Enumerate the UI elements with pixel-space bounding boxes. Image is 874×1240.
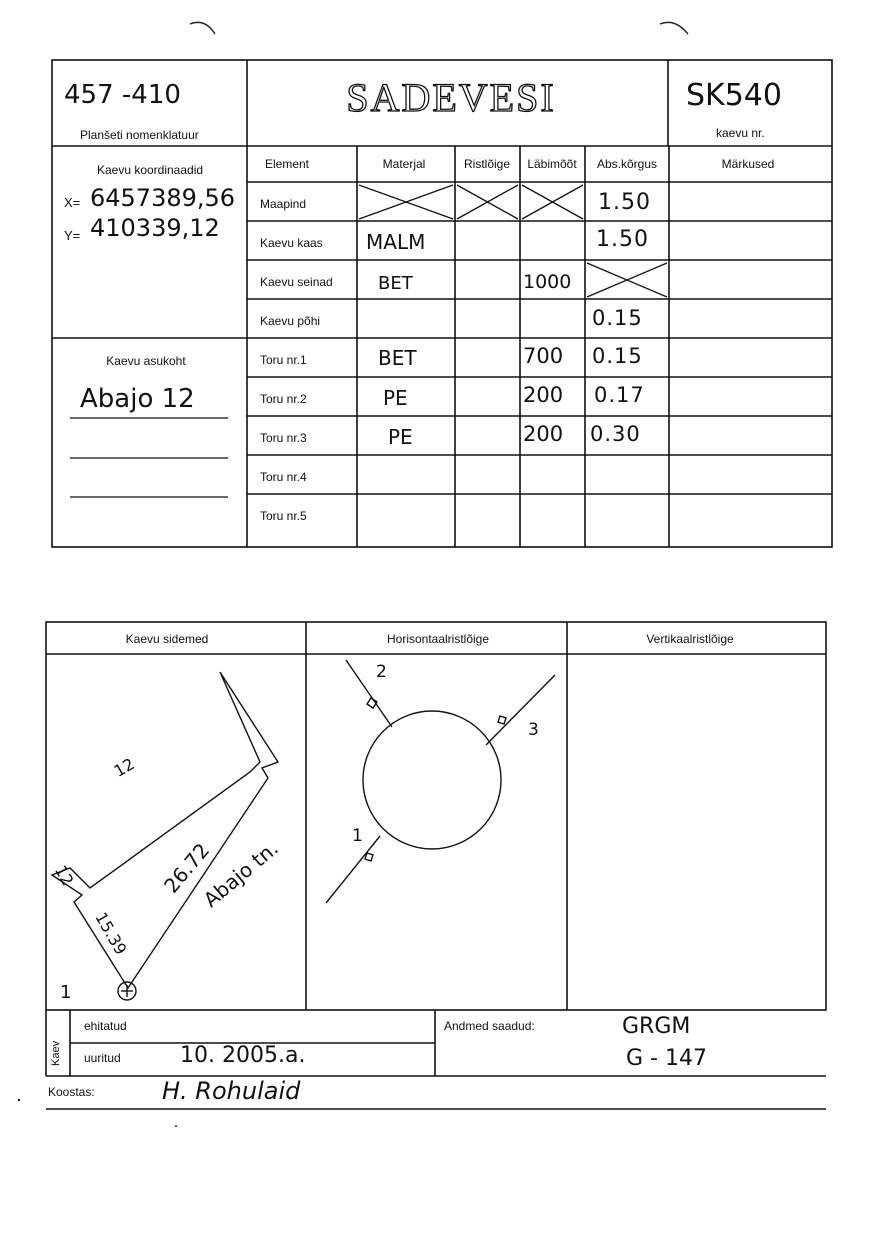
- horizontal-panel-label: Horisontaalristlõige: [386, 632, 490, 646]
- y-label: Y=: [64, 228, 81, 243]
- built-label: ehitatud: [84, 1019, 127, 1033]
- surveyed-value: 10. 2005.a.: [180, 1043, 306, 1068]
- binder-hole-right: [660, 22, 688, 34]
- side-label: Kaev: [50, 1040, 62, 1066]
- table-header-height: Abs.kõrgus: [596, 157, 658, 171]
- y-value: 410339,12: [90, 214, 220, 242]
- x-label: X=: [64, 195, 81, 210]
- table-header-diameter: Läbimõõt: [527, 157, 577, 171]
- table-row-height: 0.15: [592, 306, 643, 330]
- table-row-material: BET: [378, 346, 417, 370]
- author-value: H. Rohulaid: [162, 1077, 301, 1105]
- table-row-element: Toru nr.2: [260, 392, 307, 406]
- table-row-material: BET: [378, 273, 413, 294]
- table-row-material: PE: [383, 386, 408, 410]
- author-label: Koostas:: [48, 1085, 95, 1099]
- ties-panel-label: Kaevu sidemed: [125, 632, 209, 646]
- table-header-material: Materjal: [382, 157, 426, 171]
- table-row-diameter: 200: [523, 383, 564, 407]
- table-row-diameter: 700: [523, 344, 564, 368]
- table-row-height: 0.17: [594, 383, 645, 407]
- table-row-height: 0.15: [592, 344, 643, 368]
- table-header-notes: Märkused: [721, 157, 775, 171]
- table-row-diameter: 1000: [523, 271, 572, 293]
- pipe-label-1: 1: [352, 826, 363, 846]
- vertical-panel-label: Vertikaalristlõige: [646, 632, 734, 646]
- table-header-section: Ristlõige: [463, 157, 511, 171]
- table-row-element: Kaevu seinad: [260, 275, 333, 289]
- well-id: SK540: [686, 78, 782, 113]
- table-row-element: Kaevu põhi: [260, 314, 321, 328]
- ties-dim-short: 15.39: [91, 908, 131, 959]
- horizontal-section-sketch: [326, 660, 555, 903]
- table-row-element: Kaevu kaas: [260, 236, 323, 250]
- ties-dim-top: 12: [50, 861, 78, 890]
- ties-dim-long: 26.72: [159, 838, 215, 898]
- ties-sketch: [52, 672, 278, 1000]
- table-row-diameter: 200: [523, 422, 564, 446]
- binder-hole-left: [190, 22, 215, 34]
- sheet-number: 457 -410: [64, 80, 181, 110]
- x-value: 6457389,56: [90, 184, 236, 212]
- table-header-element: Element: [264, 157, 310, 171]
- table-row-height: 1.50: [596, 227, 649, 252]
- table-row-element: Toru nr.1: [260, 353, 307, 367]
- table-row-material: MALM: [366, 230, 426, 254]
- table-row-height: 1.50: [598, 190, 651, 215]
- ties-mark: 12: [110, 754, 138, 781]
- location-value: Abajo 12: [80, 384, 195, 414]
- table-row-element: Toru nr.3: [260, 431, 307, 445]
- source-value-1: GRGM: [622, 1014, 691, 1039]
- source-label: Andmed saadud:: [444, 1019, 535, 1033]
- pipe-label-3: 3: [528, 720, 539, 740]
- surveyed-label: uuritud: [84, 1051, 121, 1065]
- table-row-height: 0.30: [590, 422, 641, 446]
- source-value-2: G - 147: [626, 1046, 707, 1071]
- pipe-label-2: 2: [376, 662, 387, 682]
- ties-pipe-number: 1: [60, 982, 72, 1003]
- table-row-element: Toru nr.4: [260, 470, 307, 484]
- table-row-element: Maapind: [260, 197, 307, 211]
- page-title: SADEVESI: [346, 75, 556, 120]
- well-label: kaevu nr.: [716, 126, 765, 140]
- coordinates-label: Kaevu koordinaadid: [96, 163, 204, 177]
- table-row-material: PE: [388, 425, 413, 449]
- sheet-label: Planšeti nomenklatuur: [80, 128, 199, 142]
- ties-street-label: Abajo tn.: [198, 835, 283, 913]
- table-row-element: Toru nr.5: [260, 509, 307, 523]
- location-label: Kaevu asukoht: [106, 354, 186, 368]
